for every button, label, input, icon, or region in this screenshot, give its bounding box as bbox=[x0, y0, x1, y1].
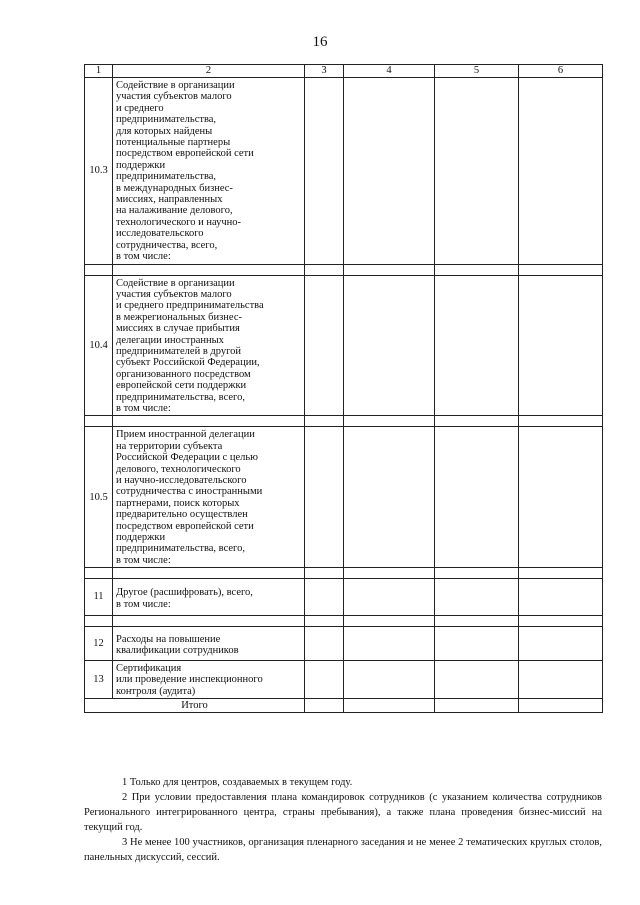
header-cell: 2 bbox=[113, 65, 305, 78]
description-line: поддержки bbox=[116, 159, 166, 171]
value-cell bbox=[519, 78, 603, 265]
description-line: и среднего предпринимательства bbox=[116, 300, 264, 312]
description-line: предпринимательства, bbox=[116, 171, 217, 183]
total-row bbox=[85, 699, 603, 713]
description-line: делового, технологического bbox=[116, 463, 241, 475]
value-cell bbox=[435, 660, 519, 698]
row-description bbox=[113, 579, 305, 616]
table-row bbox=[85, 627, 603, 661]
description-line: посредством европейской сети bbox=[116, 520, 254, 532]
row-number: 10.4 bbox=[85, 275, 113, 416]
description-line: и научно-исследовательского bbox=[116, 475, 247, 486]
description-line: для которых найдены bbox=[116, 125, 213, 137]
header-cell: 5 bbox=[435, 65, 519, 78]
table-header-row bbox=[85, 65, 603, 78]
header-cell: 6 bbox=[519, 65, 603, 78]
description-line: предпринимательства, всего, bbox=[116, 391, 245, 403]
description-line: сотрудничества с иностранными bbox=[116, 486, 263, 498]
value-cell bbox=[519, 699, 603, 713]
description-line: посредством европейской сети bbox=[116, 148, 254, 160]
total-label: Итого bbox=[85, 699, 305, 713]
footnote: 1 Только для центров, создаваемых в текущем году. bbox=[122, 777, 353, 788]
description-line: организованного посредством bbox=[116, 368, 251, 380]
sub-row bbox=[85, 264, 603, 275]
description-line: на территории субъекта bbox=[116, 440, 223, 452]
row-description bbox=[113, 427, 305, 568]
value-cell bbox=[344, 699, 435, 713]
description-line: потенциальные партнеры bbox=[116, 137, 231, 149]
row-number: 10.3 bbox=[85, 78, 113, 265]
table-row bbox=[85, 275, 603, 416]
table-row bbox=[85, 660, 603, 698]
description-line: предпринимательства, bbox=[116, 114, 217, 126]
row-number: 12 bbox=[85, 627, 113, 661]
footnote: 3 Не менее 100 участников, организация пленарного заседания и не менее 2 тематических круглых столов, панельных дискуссий, сессий. bbox=[84, 837, 602, 863]
description-line: предпринимателей в другой bbox=[116, 345, 242, 357]
description-line: Прием иностранной делегации bbox=[116, 429, 255, 441]
description-line: исследовательского bbox=[116, 228, 204, 240]
description-line: Содействие в организации bbox=[116, 277, 235, 289]
table-row bbox=[85, 78, 603, 265]
description-line: на налаживание делового, bbox=[116, 205, 233, 217]
footnotes bbox=[84, 775, 602, 865]
description-line: контроля (аудита) bbox=[116, 685, 196, 697]
description-line: Содействие в организации bbox=[116, 80, 235, 91]
description-line: Российской Федерации с целью bbox=[116, 452, 259, 464]
value-cell bbox=[435, 627, 519, 661]
description-line: предварительно осуществлен bbox=[116, 509, 248, 521]
value-cell bbox=[344, 579, 435, 616]
description-line: в том числе: bbox=[116, 402, 171, 414]
value-cell bbox=[519, 275, 603, 416]
description-line: предпринимательства, всего, bbox=[116, 543, 245, 555]
page-number: 16 bbox=[312, 34, 328, 50]
description-line: участия субъектов малого bbox=[116, 91, 232, 103]
description-line: делегации иностранных bbox=[116, 334, 224, 346]
value-cell bbox=[305, 699, 344, 713]
row-description bbox=[113, 660, 305, 698]
description-line: и среднего bbox=[116, 102, 164, 114]
description-line: или проведение инспекционного bbox=[116, 674, 263, 686]
description-line: сотрудничества, всего, bbox=[116, 239, 218, 251]
header-cell: 1 bbox=[85, 65, 113, 78]
report-table bbox=[84, 64, 603, 713]
table-row bbox=[85, 427, 603, 568]
value-cell bbox=[305, 660, 344, 698]
table-row bbox=[85, 579, 603, 616]
row-number: 13 bbox=[85, 660, 113, 698]
value-cell bbox=[435, 78, 519, 265]
sub-row bbox=[85, 416, 603, 427]
value-cell bbox=[344, 427, 435, 568]
value-cell bbox=[519, 660, 603, 698]
description-line: Расходы на повышение bbox=[116, 634, 221, 646]
header-cell: 4 bbox=[344, 65, 435, 78]
description-line: субъект Российской Федерации, bbox=[116, 357, 260, 369]
row-description bbox=[113, 275, 305, 416]
description-line: в международных бизнес- bbox=[116, 182, 233, 194]
description-line: поддержки bbox=[116, 532, 166, 544]
sub-row bbox=[85, 568, 603, 579]
value-cell bbox=[305, 579, 344, 616]
value-cell bbox=[305, 275, 344, 416]
description-line: Другое (расшифровать), всего, bbox=[116, 587, 253, 599]
description-line: европейской сети поддержки bbox=[116, 380, 247, 392]
description-line: квалификации сотрудников bbox=[116, 645, 239, 657]
description-line: партнерами, поиск которых bbox=[116, 497, 240, 509]
value-cell bbox=[435, 427, 519, 568]
value-cell bbox=[305, 627, 344, 661]
value-cell bbox=[305, 78, 344, 265]
value-cell bbox=[305, 427, 344, 568]
value-cell bbox=[435, 275, 519, 416]
row-number: 10.5 bbox=[85, 427, 113, 568]
value-cell bbox=[435, 699, 519, 713]
description-line: миссиях, направленных bbox=[116, 194, 223, 206]
description-line: технологического и научно- bbox=[116, 216, 241, 228]
row-description bbox=[113, 627, 305, 661]
footnote: 2 При условии предоставления плана командировок сотрудников (с указанием количества сотрудников Регионального интегрированного центра, страны пребывания), а также плана проведения бизнес-миссий на текущий год. bbox=[84, 792, 602, 833]
header-cell: 3 bbox=[305, 65, 344, 78]
value-cell bbox=[519, 627, 603, 661]
row-description bbox=[113, 78, 305, 265]
description-line: в том числе: bbox=[116, 598, 171, 610]
description-line: в том числе: bbox=[116, 251, 171, 263]
description-line: миссиях в случае прибытия bbox=[116, 323, 240, 335]
value-cell bbox=[519, 427, 603, 568]
value-cell bbox=[344, 78, 435, 265]
row-number: 11 bbox=[85, 579, 113, 616]
description-line: в межрегиональных бизнес- bbox=[116, 311, 242, 323]
value-cell bbox=[344, 627, 435, 661]
value-cell bbox=[435, 579, 519, 616]
sub-row bbox=[85, 616, 603, 627]
description-line: участия субъектов малого bbox=[116, 288, 232, 300]
description-line: Сертификация bbox=[116, 662, 182, 674]
description-line: в том числе: bbox=[116, 554, 171, 566]
value-cell bbox=[344, 660, 435, 698]
value-cell bbox=[344, 275, 435, 416]
value-cell bbox=[519, 579, 603, 616]
